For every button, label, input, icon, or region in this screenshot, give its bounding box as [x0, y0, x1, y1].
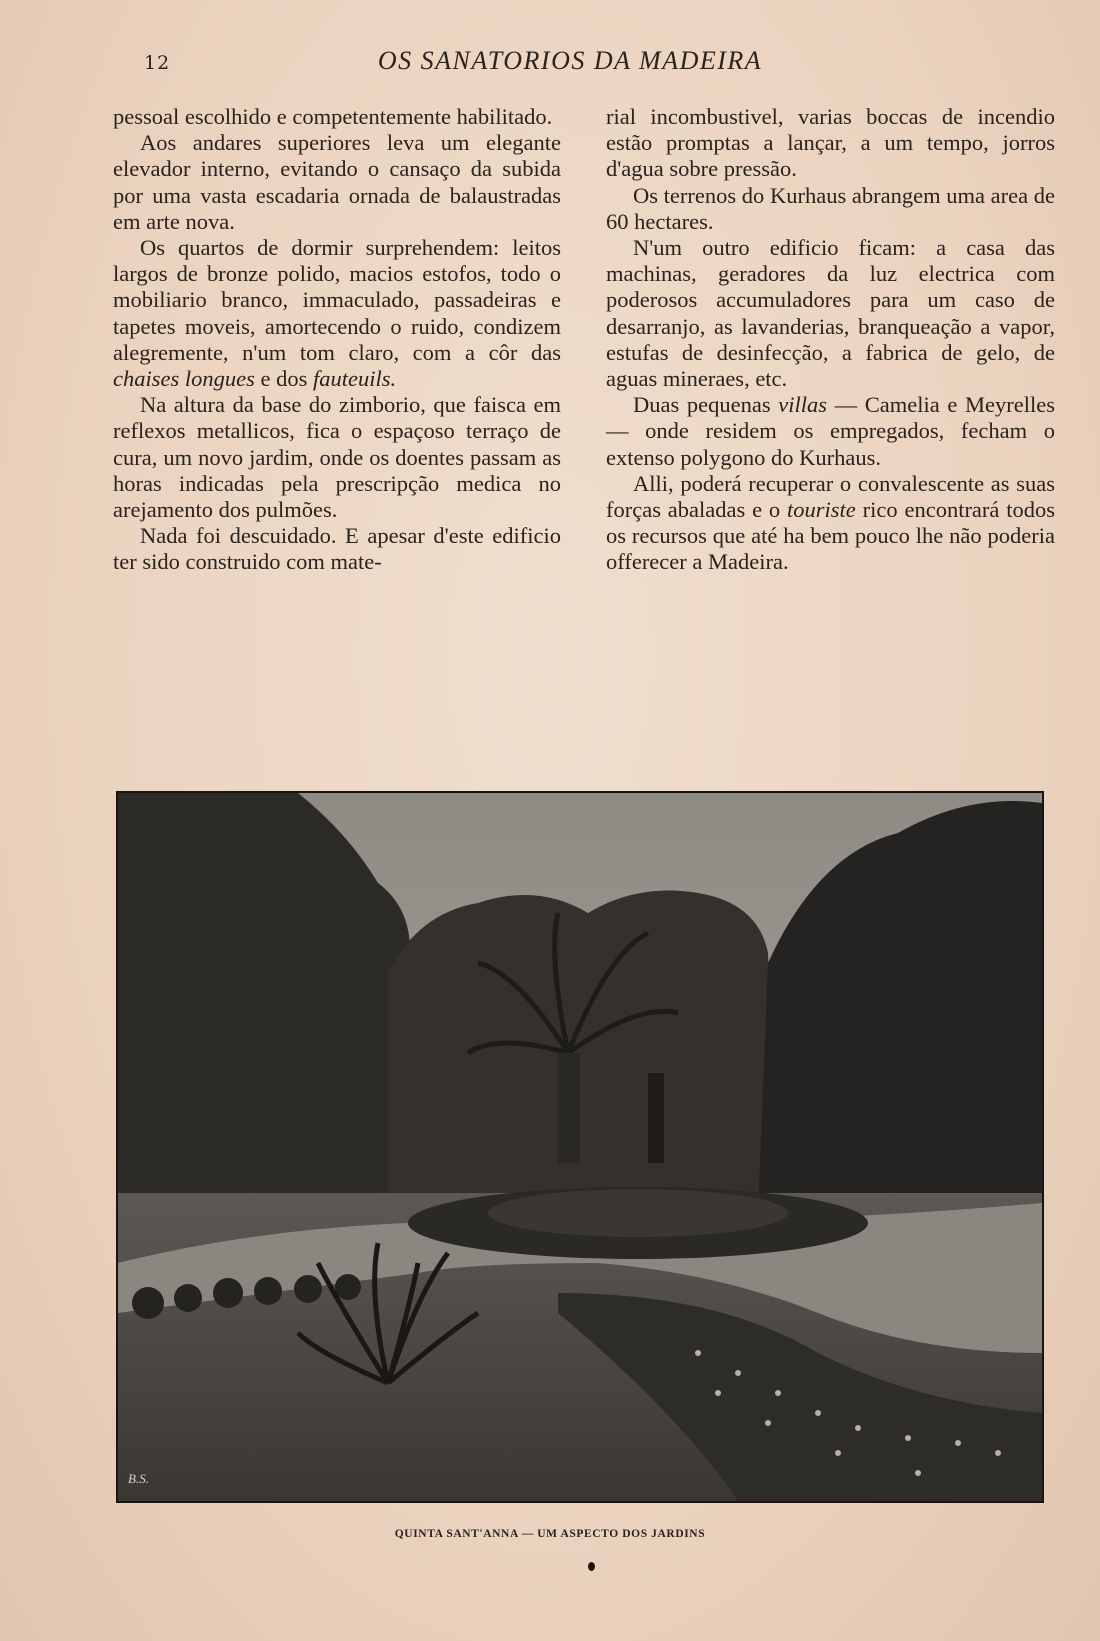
paragraph	[606, 392, 1055, 471]
italic-text: villas	[778, 392, 827, 418]
paragraph: Nada foi descuidado. E apesar d'este edificio ter sido construido com mate-	[113, 523, 561, 575]
garden-photograph	[116, 791, 1044, 1503]
page-number: 12	[144, 52, 171, 74]
paragraph: N'um outro edificio ficam: a casa das machinas, geradores da luz electrica com poderosos accumuladores para um caso de desarranjo, as lavanderias, branqueação a vapor, estufas de desinfecção, a fabrica de gelo, de aguas mineraes, etc.	[606, 235, 1055, 392]
italic-text: touriste	[787, 497, 856, 523]
paragraph	[113, 235, 561, 392]
paragraph: Os terrenos do Kurhaus abrangem uma area de 60 hectares.	[606, 182, 1055, 234]
paragraph	[606, 471, 1055, 576]
text-run: rico encontrará todos os recursos que até ha bem pouco lhe não poderia offerecer a Madeira.	[606, 497, 1055, 575]
italic-text: fauteuils.	[312, 366, 397, 392]
text-run: Os quartos de dormir surprehendem: leitos largos de bronze polido, macios estofos, todo o mobiliario branco, immaculado, passadeiras e tapetes moveis, amortecendo o ruido, condizem alegremente, n'um tom claro, com a côr das	[113, 235, 561, 365]
running-title: OS SANATORIOS DA MADEIRA	[377, 46, 763, 75]
text-run: Alli, poderá recuperar o convalescente as suas forças abaladas e o	[606, 470, 1055, 523]
left-column	[113, 104, 561, 576]
garden-photo-illustration	[118, 793, 1042, 1501]
text-run: — Camelia e Meyrelles — onde residem os empregados, fecham o extenso polygono do Kurhaus.	[606, 392, 1055, 470]
paragraph: Aos andares superiores leva um elegante elevador interno, evitando o cansaço da subida por uma vasta escadaria ornada de balaustradas em arte nova.	[113, 130, 561, 234]
right-column	[606, 104, 1055, 576]
text-run: Duas pequenas	[633, 392, 779, 418]
paragraph: rial incombustivel, varias boccas de incendio estão promptas a lançar, a um tempo, jorros d'agua sobre pressão.	[606, 104, 1055, 182]
ink-spot	[588, 1562, 595, 1571]
paragraph: pessoal escolhido e competentemente habilitado.	[113, 104, 553, 129]
italic-text: chaises longues	[113, 366, 255, 392]
paragraph: Na altura da base do zimborio, que faisca em reflexos metallicos, fica o espaçoso terraço de cura, um novo jardim, onde os doentes passam as horas indicadas pela prescripção medica no arejamento dos pulmões.	[113, 392, 561, 523]
photo-signature: B.S.	[128, 1471, 149, 1486]
page-header	[0, 44, 1100, 84]
text-run: e dos	[254, 366, 313, 392]
photo-caption: QUINTA SANT'ANNA — UM ASPECTO DOS JARDINS	[394, 1528, 706, 1540]
